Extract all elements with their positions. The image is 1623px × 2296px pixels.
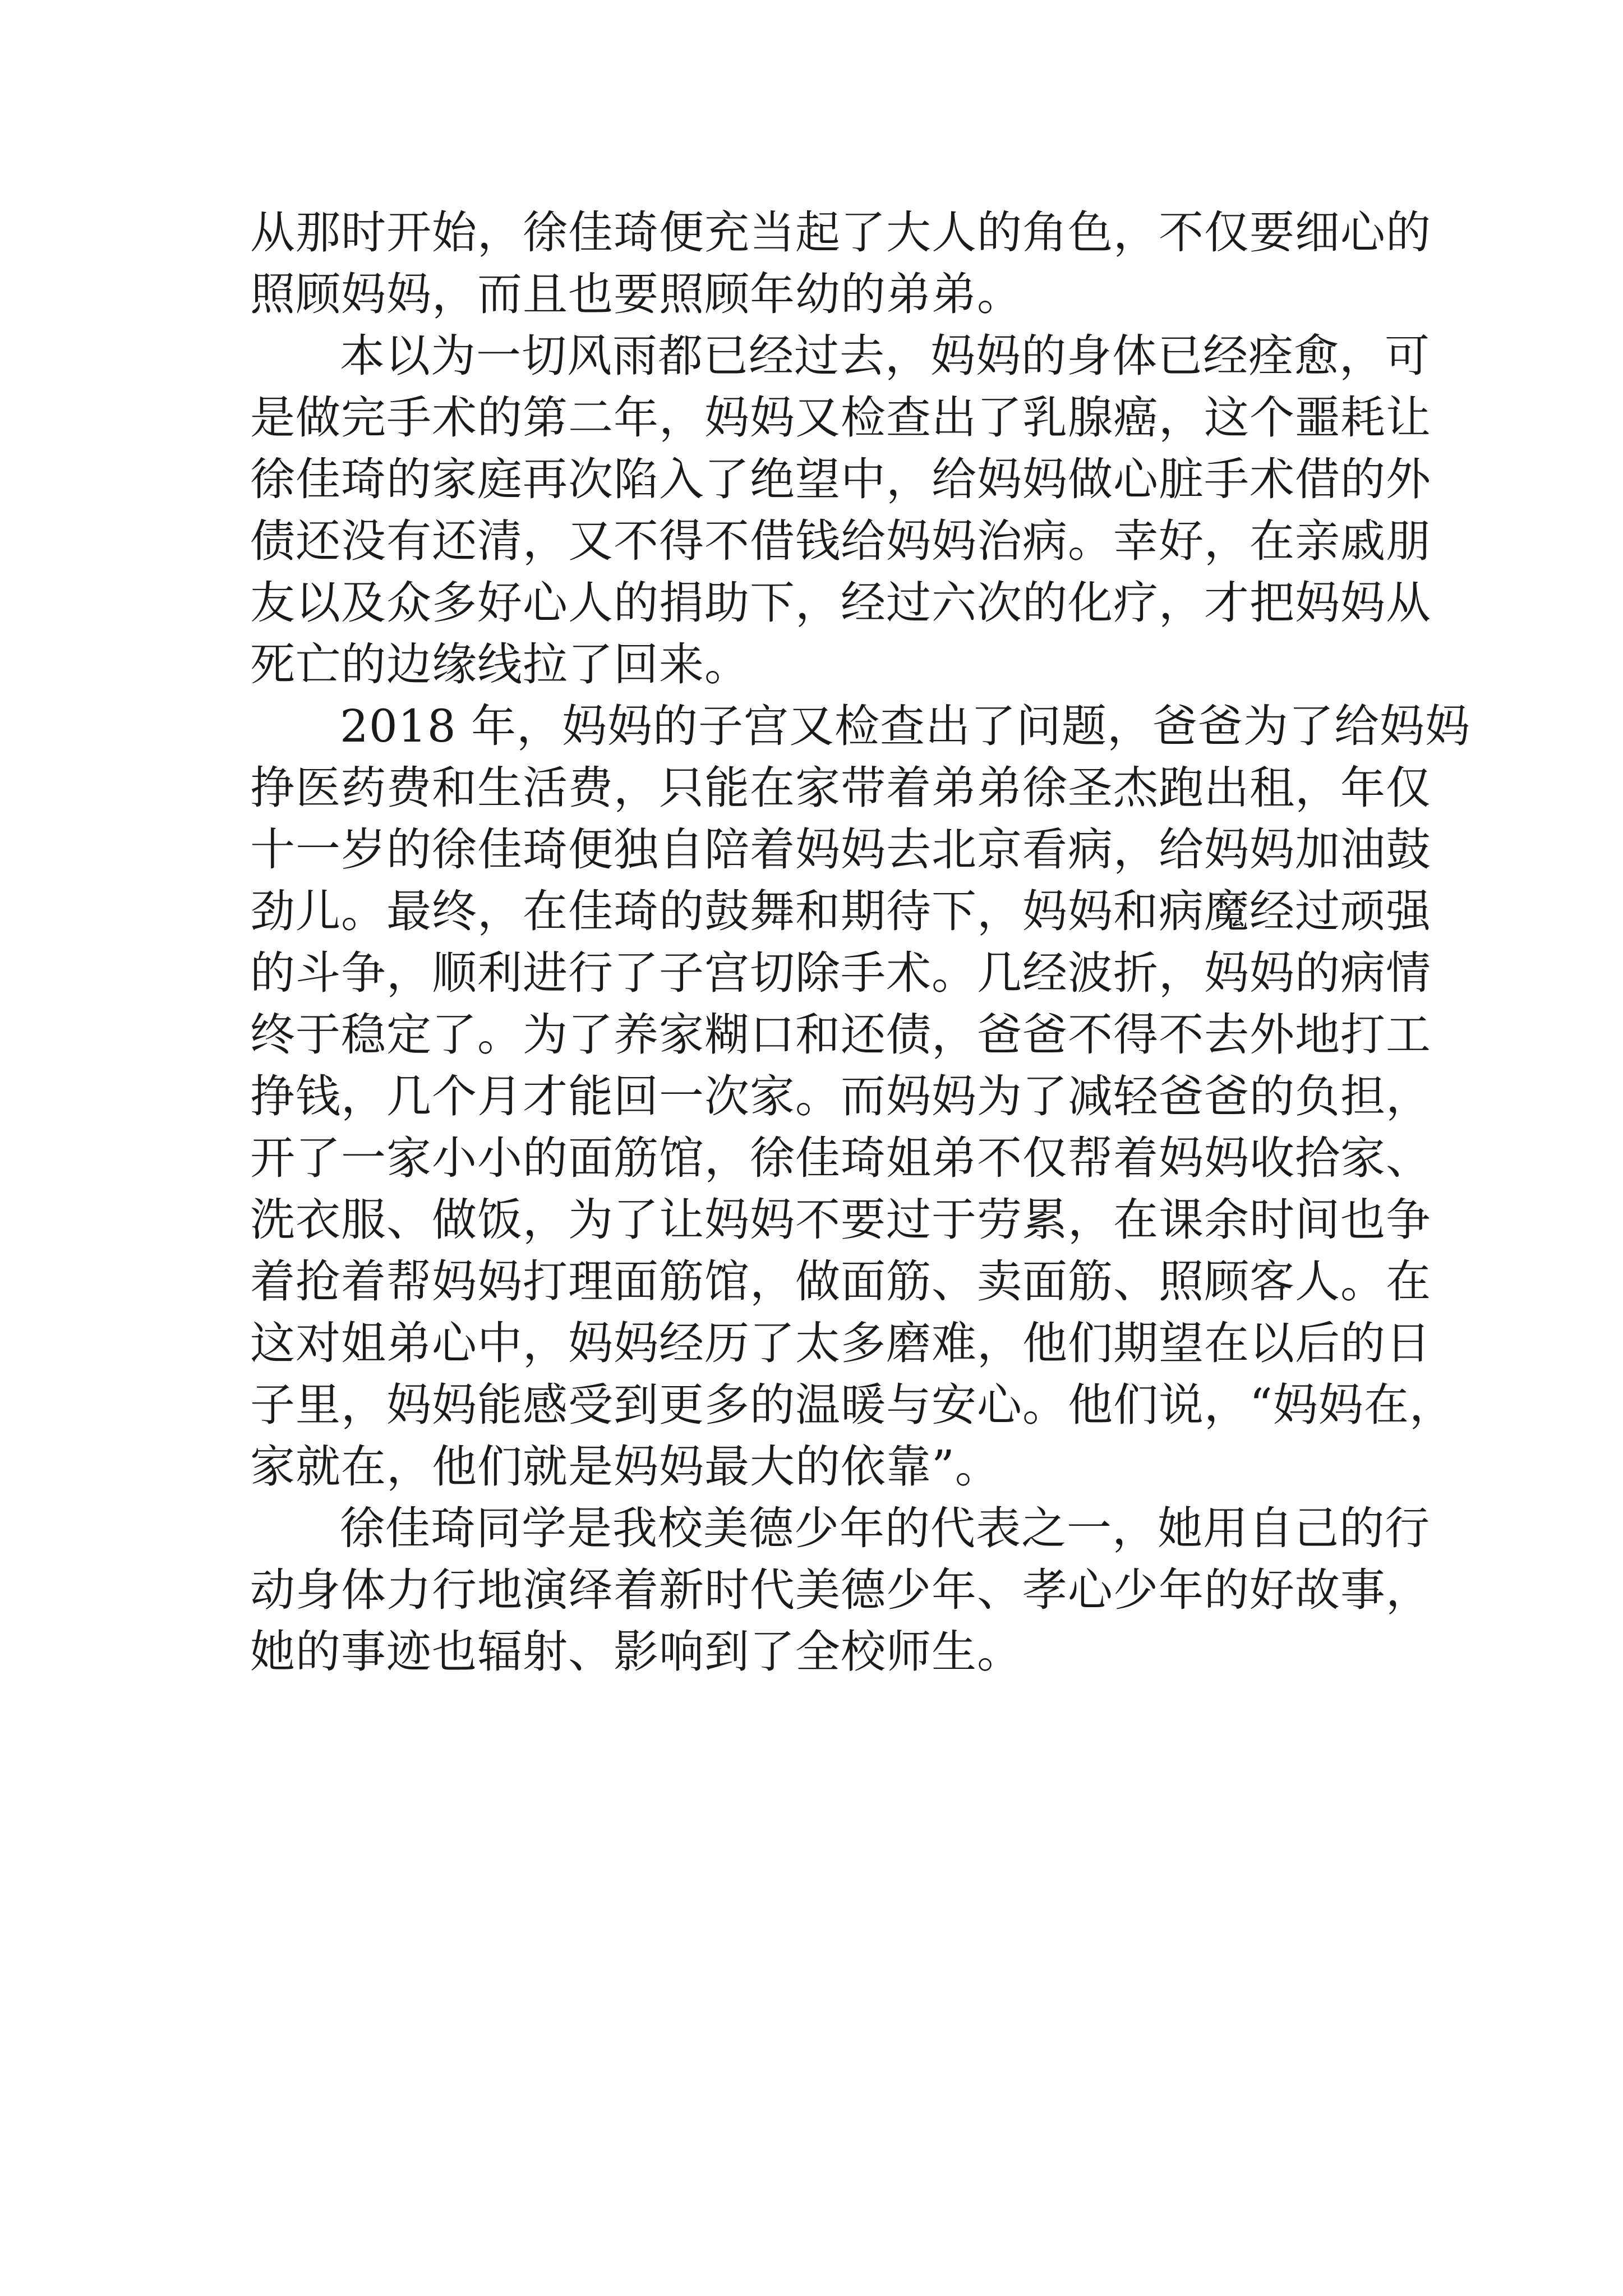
paragraph-start-line: 本以为一切风雨都已经过去，妈妈的身体已经痊愈，可 — [340, 330, 1430, 382]
paragraph-start-line: 2018 年，妈妈的子宫又检查出了问题，爸爸为了给妈妈 — [340, 700, 1471, 752]
text-line: 债还没有还清，又不得不借钱给妈妈治病。幸好，在亲戚朋 — [250, 515, 1431, 567]
text-line: 她的事迹也辐射、影响到了全校师生。 — [250, 1626, 1022, 1678]
text-line: 死亡的边缘线拉了回来。 — [250, 638, 750, 691]
text-line: 的斗争，顺利进行了子宫切除手术。几经波折，妈妈的病情 — [250, 947, 1431, 999]
text-line: 徐佳琦的家庭再次陷入了绝望中，给妈妈做心脏手术借的外 — [250, 453, 1431, 505]
text-line: 劲儿。最终，在佳琦的鼓舞和期待下，妈妈和病魔经过顽强 — [250, 885, 1431, 937]
text-line: 挣钱，几个月才能回一次家。而妈妈为了减轻爸爸的负担， — [250, 1070, 1431, 1122]
text-line: 家就在，他们就是妈妈最大的依靠”。 — [250, 1441, 1000, 1493]
text-line: 着抢着帮妈妈打理面筋馆，做面筋、卖面筋、照顾客人。在 — [250, 1255, 1431, 1308]
text-line: 动身体力行地演绎着新时代美德少年、孝心少年的好故事， — [250, 1564, 1431, 1616]
text-line: 从那时开始，徐佳琦便充当起了大人的角色，不仅要细心的 — [250, 206, 1431, 259]
text-line: 终于稳定了。为了养家糊口和还债，爸爸不得不去外地打工 — [250, 1009, 1431, 1061]
text-line: 十一岁的徐佳琦便独自陪着妈妈去北京看病，给妈妈加油鼓 — [250, 823, 1431, 876]
document-body — [250, 202, 1471, 1683]
text-line: 开了一家小小的面筋馆，徐佳琦姐弟不仅帮着妈妈收拾家、 — [250, 1132, 1431, 1184]
text-line: 这对姐弟心中，妈妈经历了太多磨难，他们期望在以后的日 — [250, 1317, 1431, 1369]
text-line: 子里，妈妈能感受到更多的温暖与安心。他们说，“妈妈在， — [250, 1379, 1455, 1431]
text-line: 挣医药费和生活费，只能在家带着弟弟徐圣杰跑出租，年仅 — [250, 762, 1431, 814]
text-line: 是做完手术的第二年，妈妈又检查出了乳腺癌，这个噩耗让 — [250, 392, 1431, 444]
text-line: 友以及众多好心人的捐助下，经过六次的化疗，才把妈妈从 — [250, 577, 1431, 629]
paragraph-start-line: 徐佳琦同学是我校美德少年的代表之一，她用自己的行 — [340, 1502, 1430, 1554]
text-line: 照顾妈妈，而且也要照顾年幼的弟弟。 — [250, 268, 1022, 320]
text-line: 洗衣服、做饭，为了让妈妈不要过于劳累，在课余时间也争 — [250, 1194, 1431, 1246]
